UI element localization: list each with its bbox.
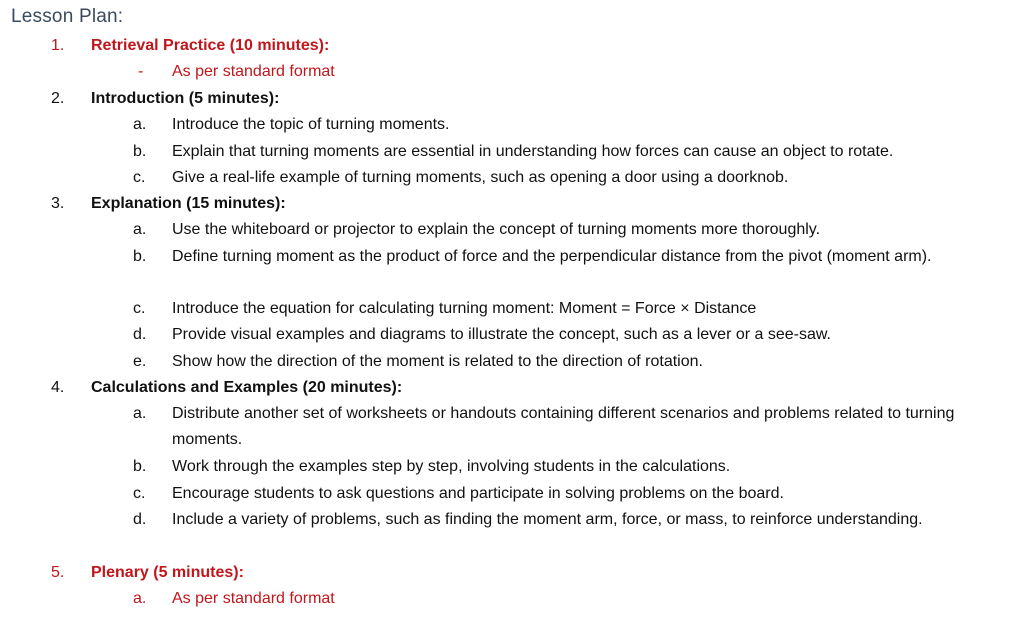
- section-number: 4.: [51, 379, 65, 396]
- item-marker: -: [138, 63, 144, 80]
- item-text: Distribute another set of worksheets or handouts containing different scenarios and problems related to turning moments.: [172, 405, 955, 449]
- item-text: Use the whiteboard or projector to explain the concept of turning moments more thoroughly.: [172, 221, 821, 238]
- item-marker: b.: [133, 458, 147, 475]
- item-marker: c.: [133, 485, 146, 502]
- item-text: Encourage students to ask questions and participate in solving problems on the board.: [172, 485, 784, 502]
- section-heading: [0, 375, 1024, 401]
- item-text: Define turning moment as the product of force and the perpendicular distance from the pivot (moment arm).: [172, 248, 932, 265]
- item-marker: d.: [133, 511, 147, 528]
- section-title: Plenary (5 minutes):: [91, 564, 244, 581]
- item-marker: d.: [133, 326, 147, 343]
- item-marker: a.: [133, 116, 147, 133]
- item-text: Introduce the equation for calculating turning moment: Moment = Force × Distance: [172, 300, 757, 317]
- item-marker: c.: [133, 169, 146, 186]
- item-text: As per standard format: [172, 590, 335, 607]
- section-number: 5.: [51, 564, 65, 581]
- section-heading: [0, 86, 1024, 112]
- section-heading: [0, 560, 1024, 586]
- item-marker: a.: [133, 590, 147, 607]
- item-marker: a.: [133, 405, 147, 422]
- item-marker: c.: [133, 300, 146, 317]
- item-text: Introduce the topic of turning moments.: [172, 116, 450, 133]
- section-heading: [0, 33, 1024, 59]
- item-text: As per standard format: [172, 63, 335, 80]
- section-title: Retrieval Practice (10 minutes):: [91, 37, 330, 54]
- item-text: Work through the examples step by step, involving students in the calculations.: [172, 458, 731, 475]
- item-marker: a.: [133, 221, 147, 238]
- section-number: 3.: [51, 195, 65, 212]
- item-text: Give a real-life example of turning moments, such as opening a door using a doorknob.: [172, 169, 789, 186]
- item-marker: b.: [133, 143, 147, 160]
- item-text: Include a variety of problems, such as finding the moment arm, force, or mass, to reinforce understanding.: [172, 511, 923, 528]
- section-heading: [0, 191, 1024, 217]
- section-number: 2.: [51, 90, 65, 107]
- item-marker: e.: [133, 353, 147, 370]
- section-title: Explanation (15 minutes):: [91, 195, 286, 212]
- item-text: Show how the direction of the moment is related to the direction of rotation.: [172, 353, 703, 370]
- section-number: 1.: [51, 37, 65, 54]
- item-text: Provide visual examples and diagrams to illustrate the concept, such as a lever or a see-saw.: [172, 326, 831, 343]
- section-title: Calculations and Examples (20 minutes):: [91, 379, 403, 396]
- item-marker: b.: [133, 248, 147, 265]
- item-text: Explain that turning moments are essential in understanding how forces can cause an object to rotate.: [172, 143, 894, 160]
- section-title: Introduction (5 minutes):: [91, 90, 280, 107]
- document-title: Lesson Plan:: [11, 6, 124, 27]
